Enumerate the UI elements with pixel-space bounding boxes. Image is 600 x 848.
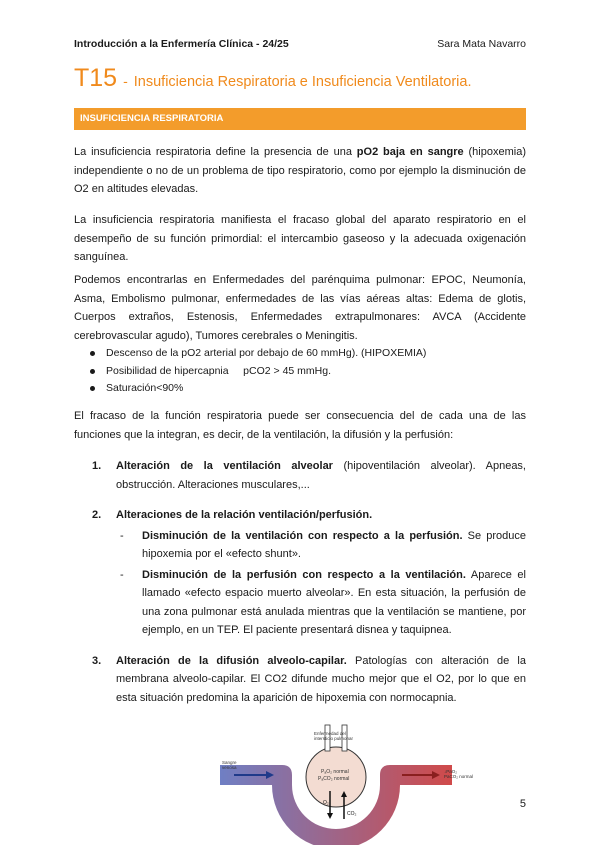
page-number: 5 bbox=[519, 798, 526, 810]
label-o2: O₂ bbox=[323, 800, 329, 806]
list-item bbox=[90, 363, 510, 381]
author-name: Sara Mata Navarro bbox=[437, 38, 526, 50]
bullet-text: Descenso de la pO2 arterial por debajo de 60 mmHg). (HIPOXEMIA) bbox=[106, 347, 427, 359]
item-number: 1. bbox=[92, 460, 102, 472]
title-dash: - bbox=[123, 73, 128, 89]
list-item-diffusion bbox=[74, 652, 526, 708]
bullet-text: Saturación<90% bbox=[106, 382, 184, 394]
alveolus-diffusion-diagram bbox=[220, 723, 520, 845]
list-item-ventilation bbox=[74, 457, 526, 494]
item-text: (hipoventilación alveolar). Apneas, obstrucción. Alteraciones musculares,... bbox=[116, 460, 526, 491]
item-number: 3. bbox=[92, 654, 102, 667]
bullet-icon bbox=[90, 369, 95, 374]
topic-number: T15 bbox=[74, 64, 118, 92]
label-venous-blood: Sangre venosa bbox=[222, 760, 237, 770]
o2-arrow-head bbox=[327, 813, 333, 819]
sub-dash: - bbox=[120, 568, 124, 581]
section-heading: INSUFICIENCIA RESPIRATORIA bbox=[80, 113, 224, 124]
bullet-icon bbox=[90, 386, 95, 391]
paragraph-functions: El fracaso de la función respiratoria puede ser consecuencia del de cada una de las funciones que la integran, es decir, de la ventilación, la difusión y la perfusión: bbox=[74, 410, 526, 441]
list-item-vq-relation bbox=[74, 506, 526, 640]
bullet-text: Posibilidad de hipercapnia pCO2 > 45 mmHg. bbox=[106, 364, 331, 377]
list-item bbox=[90, 345, 510, 363]
p1-text-b: (hipoxemia) independiente o no de un problema de tipo respiratorio, como por ejemplo la disminución de O2 en altitudes elevadas. bbox=[74, 146, 526, 195]
course-title: Introducción a la Enfermería Clínica - 24/25 bbox=[74, 38, 289, 50]
paragraph-definition bbox=[74, 143, 526, 199]
label-paco2: PₐCO₂ normal bbox=[318, 776, 350, 782]
list-item bbox=[90, 380, 510, 398]
section-heading-bar bbox=[74, 108, 526, 130]
paragraph-causes: Podemos encontrarlas en Enfermedades del parénquima pulmonar: EPOC, Neumonía, Asma, Embolismo pulmonar, enfermedades de las vías aéreas altas: Edema de glotis, Cuerpos extraños, Estenosis, Enfermedades extrapulmonares: AVCA (Accidente cerebrovascular agudo), Tumores cerebrales o Meningitis. bbox=[74, 274, 526, 342]
numbered-list bbox=[74, 457, 526, 719]
label-pao2: PₐO₂ normal bbox=[321, 769, 349, 775]
label-result: ↓PaO₂ PaCO₂ normal bbox=[444, 769, 474, 779]
sub-dash: - bbox=[120, 529, 124, 542]
label-interstitial: Enfermedad del intersticio pulmonar bbox=[314, 731, 354, 741]
sub-item-shunt bbox=[116, 527, 526, 564]
item-heading: Alteración de la ventilación alveolar bbox=[116, 460, 333, 472]
p1-bold: pO2 baja en sangre bbox=[356, 146, 464, 158]
bullet-icon bbox=[90, 351, 95, 356]
sub-heading: Disminución de la perfusión con respecto a la ventilación. bbox=[142, 568, 466, 581]
topic-title: Insuficiencia Respiratoria e Insuficiencia Ventilatoria. bbox=[133, 74, 472, 90]
p1-text-a: La insuficiencia respiratoria define la presencia de una bbox=[74, 146, 357, 158]
paragraph-failure: La insuficiencia respiratoria manifiesta el fracaso global del aparato respiratorio en el desempeño de su función primordial: el intercambio gaseoso y la adecuada oxigenación sanguínea. bbox=[74, 214, 526, 263]
page-title bbox=[74, 64, 540, 93]
criteria-list bbox=[90, 345, 510, 398]
sub-text: Se produce hipoxemia por el «efecto shunt». bbox=[142, 529, 526, 560]
item-heading: Alteración de la difusión alveolo-capilar. bbox=[116, 654, 347, 667]
page-header bbox=[74, 38, 526, 50]
item-number: 2. bbox=[92, 509, 102, 521]
sub-heading: Disminución de la ventilación con respecto a la perfusión. bbox=[142, 529, 463, 542]
item-heading: Alteraciones de la relación ventilación/perfusión. bbox=[116, 509, 373, 521]
sub-item-dead-space bbox=[116, 566, 526, 640]
sub-text: Aparece el llamado «efecto espacio muerto alveolar». En esta situación, la perfusión de una zona pulmonar está anulada mientras que la ventilación se mantiene, por ejemplo, en un TEP. El paciente presentará disnea y taquipnea. bbox=[142, 568, 526, 636]
item-text: Patologías con alteración de la membrana alveolo-capilar. El CO2 difunde mucho mejor que el O2, por lo que en esta situación predomina la aparición de hipoxemia con normocapnia. bbox=[116, 654, 526, 704]
label-co2: CO₂ bbox=[347, 811, 357, 817]
